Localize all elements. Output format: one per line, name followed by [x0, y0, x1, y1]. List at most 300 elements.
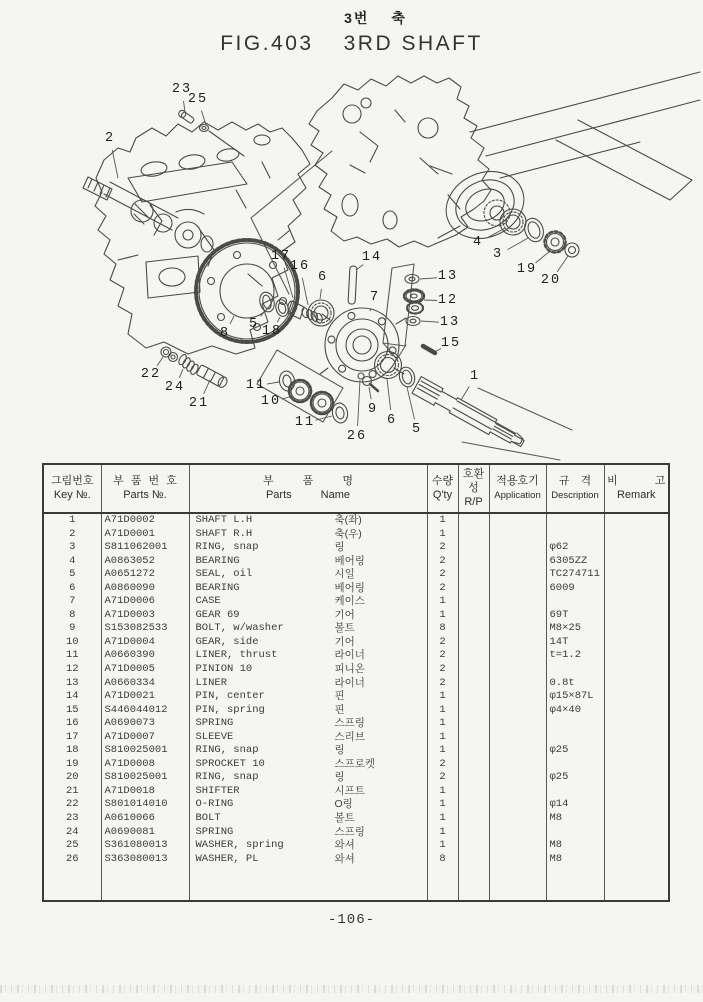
- cell-description: [546, 663, 604, 677]
- cell-qty: 1: [427, 609, 458, 623]
- cell-rp: [458, 541, 489, 555]
- callout-label: 10: [260, 393, 282, 409]
- cell-application: [489, 704, 546, 718]
- cell-name: [189, 744, 427, 758]
- callout-label: 25: [187, 91, 209, 107]
- part-name-kr: 핀: [334, 703, 345, 716]
- part-name-en: GEAR, side: [195, 635, 259, 648]
- callout-label: 22: [140, 366, 162, 382]
- cell-rp: [458, 513, 489, 528]
- header-name: 부 품 명 Parts Name: [189, 464, 427, 513]
- part-name-en: CASE: [195, 595, 221, 608]
- figure-number: FIG.403: [220, 32, 314, 55]
- exploded-diagram: [0, 70, 703, 462]
- callout-label: 2: [104, 130, 116, 146]
- cell-name: [189, 812, 427, 826]
- table-row: [43, 853, 669, 867]
- spacer-cell: [604, 866, 669, 901]
- cell-qty: 2: [427, 555, 458, 569]
- part-name-kr: O링: [334, 798, 353, 811]
- cell-name: [189, 555, 427, 569]
- table-row: [43, 812, 669, 826]
- part-name-en: WASHER, spring: [195, 839, 284, 852]
- part-name-en: BEARING: [195, 581, 240, 594]
- leader-lines: [0, 70, 703, 462]
- cell-application: [489, 771, 546, 785]
- cell-name: [189, 704, 427, 718]
- cell-key: 10: [65, 635, 79, 648]
- cell-part-no: A0651272: [101, 568, 189, 582]
- table-row: [43, 528, 669, 542]
- cell-key: 11: [65, 649, 79, 662]
- callout-label: 14: [361, 249, 383, 265]
- cell-key: 22: [65, 798, 79, 811]
- part-name-en: BOLT, w/washer: [195, 622, 284, 635]
- cell-part-no: A0860090: [101, 582, 189, 596]
- part-name-kr: 기어: [334, 608, 355, 621]
- cell-key: 2: [69, 527, 76, 540]
- part-name-kr: 피니온: [334, 663, 365, 676]
- cell-part-no: A71D0018: [101, 785, 189, 799]
- cell-key: 1: [69, 514, 76, 526]
- part-name-en: PIN, center: [195, 690, 265, 703]
- cell-description: [546, 731, 604, 745]
- cell-application: [489, 812, 546, 826]
- callout-label: 26: [346, 428, 368, 444]
- part-name-kr: 스리브: [334, 730, 365, 743]
- cell-key: 25: [65, 839, 79, 852]
- part-name-en: SEAL, oil: [195, 568, 253, 581]
- callout-label: 6: [386, 412, 398, 428]
- cell-application: [489, 568, 546, 582]
- cell-qty: 2: [427, 568, 458, 582]
- callout-label: 8: [219, 325, 231, 341]
- cell-remark: [604, 826, 669, 840]
- cell-qty: 1: [427, 513, 458, 528]
- callout-label: 20: [540, 272, 562, 288]
- cell-rp: [458, 839, 489, 853]
- callout-label: 21: [188, 395, 210, 411]
- cell-key: 13: [65, 676, 79, 689]
- cell-part-no: A0660334: [101, 677, 189, 691]
- cell-key: 24: [65, 825, 79, 838]
- callout-label: 7: [369, 289, 381, 305]
- part-name-en: SHAFT L.H: [195, 514, 253, 526]
- table-row: [43, 595, 669, 609]
- cell-remark: [604, 528, 669, 542]
- cell-part-no: A71D0004: [101, 636, 189, 650]
- table-row: [43, 513, 669, 528]
- cell-name: [189, 568, 427, 582]
- cell-description: 69T: [546, 609, 604, 623]
- table-row: [43, 609, 669, 623]
- cell-description: [546, 528, 604, 542]
- parts-table: [42, 463, 670, 902]
- cell-qty: 1: [427, 595, 458, 609]
- cell-application: [489, 853, 546, 867]
- spacer-cell: [427, 866, 458, 901]
- scan-noise-strip: [0, 985, 703, 993]
- cell-description: φ25: [546, 744, 604, 758]
- cell-rp: [458, 636, 489, 650]
- cell-rp: [458, 555, 489, 569]
- cell-application: [489, 826, 546, 840]
- cell-rp: [458, 731, 489, 745]
- cell-description: M8: [546, 853, 604, 867]
- cell-qty: 2: [427, 582, 458, 596]
- part-name-kr: 링: [334, 771, 345, 784]
- cell-qty: 1: [427, 785, 458, 799]
- cell-application: [489, 663, 546, 677]
- header-key: 그림번호 Key №.: [43, 464, 101, 513]
- cell-key: 18: [65, 744, 79, 757]
- part-name-en: SHAFT R.H: [195, 527, 253, 540]
- cell-remark: [604, 595, 669, 609]
- cell-remark: [604, 677, 669, 691]
- callout-label: 18: [261, 323, 283, 339]
- cell-key: 26: [65, 852, 79, 865]
- callout-label: 5: [248, 316, 260, 332]
- cell-application: [489, 528, 546, 542]
- cell-rp: [458, 568, 489, 582]
- part-name-en: RING, snap: [195, 771, 259, 784]
- cell-qty: 1: [427, 744, 458, 758]
- callout-label: 13: [437, 268, 459, 284]
- cell-key: 16: [65, 717, 79, 730]
- cell-key: 15: [65, 703, 79, 716]
- cell-rp: [458, 758, 489, 772]
- table-header-row: [43, 464, 669, 513]
- cell-rp: [458, 663, 489, 677]
- cell-rp: [458, 609, 489, 623]
- cell-key: 3: [69, 541, 76, 554]
- part-name-en: BOLT: [195, 812, 221, 825]
- cell-name: [189, 513, 427, 528]
- cell-part-no: A71D0001: [101, 528, 189, 542]
- cell-description: [546, 785, 604, 799]
- callout-label: 23: [171, 81, 193, 97]
- part-name-kr: 라이너: [334, 676, 365, 689]
- cell-qty: 2: [427, 636, 458, 650]
- part-name-kr: 시일: [334, 568, 355, 581]
- callout-label: 13: [439, 314, 461, 330]
- cell-remark: [604, 798, 669, 812]
- cell-remark: [604, 513, 669, 528]
- part-name-kr: 라이너: [334, 649, 365, 662]
- cell-description: φ15×87L: [546, 690, 604, 704]
- callout-label: 16: [289, 258, 311, 274]
- cell-description: t=1.2: [546, 649, 604, 663]
- cell-name: [189, 731, 427, 745]
- header-rp: 호환성 R/P: [458, 464, 489, 513]
- cell-part-no: S363080013: [101, 853, 189, 867]
- callout-label: 5: [411, 421, 423, 437]
- cell-qty: 8: [427, 622, 458, 636]
- part-name-kr: 스프링: [334, 717, 365, 730]
- part-name-en: SPROCKET 10: [195, 757, 265, 770]
- cell-rp: [458, 717, 489, 731]
- cell-part-no: S361080013: [101, 839, 189, 853]
- cell-description: [546, 826, 604, 840]
- table-row: [43, 771, 669, 785]
- cell-key: 12: [65, 663, 79, 676]
- cell-application: [489, 636, 546, 650]
- part-name-en: PINION 10: [195, 663, 253, 676]
- part-name-en: RING, snap: [195, 744, 259, 757]
- cell-part-no: S810025001: [101, 744, 189, 758]
- cell-qty: 1: [427, 528, 458, 542]
- cell-remark: [604, 568, 669, 582]
- spacer-cell: [43, 866, 101, 901]
- cell-remark: [604, 839, 669, 853]
- figure-title: 3RD SHAFT: [343, 32, 483, 55]
- table-row: [43, 555, 669, 569]
- part-name-kr: 스프로켓: [334, 757, 376, 770]
- cell-remark: [604, 731, 669, 745]
- table-row: [43, 731, 669, 745]
- cell-application: [489, 839, 546, 853]
- header-qty: 수량 Q'ty: [427, 464, 458, 513]
- cell-part-no: A0863052: [101, 555, 189, 569]
- part-name-kr: 볼트: [334, 622, 355, 635]
- part-name-en: WASHER, PL: [195, 852, 259, 865]
- table-row: [43, 663, 669, 677]
- part-name-en: SPRING: [195, 825, 234, 838]
- header-application: 적용호기 Application: [489, 464, 546, 513]
- cell-key: 14: [65, 690, 79, 703]
- cell-name: [189, 758, 427, 772]
- cell-qty: 1: [427, 798, 458, 812]
- cell-qty: 1: [427, 690, 458, 704]
- cell-remark: [604, 812, 669, 826]
- part-name-kr: 베어링: [334, 581, 365, 594]
- spacer-cell: [546, 866, 604, 901]
- cell-key: 17: [65, 730, 79, 743]
- cell-remark: [604, 541, 669, 555]
- cell-key: 4: [69, 554, 76, 567]
- cell-key: 19: [65, 757, 79, 770]
- cell-description: [546, 595, 604, 609]
- cell-remark: [604, 636, 669, 650]
- cell-application: [489, 731, 546, 745]
- callout-label: 19: [516, 261, 538, 277]
- cell-rp: [458, 704, 489, 718]
- part-name-en: SLEEVE: [195, 730, 234, 743]
- cell-part-no: A71D0007: [101, 731, 189, 745]
- cell-remark: [604, 771, 669, 785]
- cell-remark: [604, 690, 669, 704]
- cell-application: [489, 758, 546, 772]
- cell-description: [546, 758, 604, 772]
- cell-remark: [604, 622, 669, 636]
- cell-name: [189, 853, 427, 867]
- spacer-cell: [489, 866, 546, 901]
- cell-part-no: S446044012: [101, 704, 189, 718]
- callout-label: 15: [440, 335, 462, 351]
- cell-part-no: S811062001: [101, 541, 189, 555]
- cell-name: [189, 839, 427, 853]
- cell-part-no: A0610066: [101, 812, 189, 826]
- cell-name: [189, 528, 427, 542]
- cell-name: [189, 595, 427, 609]
- cell-description: M8: [546, 839, 604, 853]
- cell-qty: 1: [427, 839, 458, 853]
- cell-rp: [458, 528, 489, 542]
- part-name-en: SPRING: [195, 717, 234, 730]
- cell-name: [189, 798, 427, 812]
- cell-application: [489, 744, 546, 758]
- cell-description: [546, 717, 604, 731]
- cell-name: [189, 649, 427, 663]
- cell-name: [189, 717, 427, 731]
- part-name-kr: 축(좌): [334, 514, 362, 526]
- cell-application: [489, 622, 546, 636]
- cell-qty: 2: [427, 541, 458, 555]
- cell-qty: 2: [427, 649, 458, 663]
- table-row: [43, 704, 669, 718]
- part-name-kr: 와셔: [334, 839, 355, 852]
- table-row: [43, 798, 669, 812]
- cell-name: [189, 622, 427, 636]
- cell-application: [489, 677, 546, 691]
- cell-remark: [604, 717, 669, 731]
- cell-name: [189, 609, 427, 623]
- part-name-en: LINER: [195, 676, 228, 689]
- part-name-kr: 와셔: [334, 852, 355, 865]
- parts-table-body: [43, 513, 669, 901]
- cell-rp: [458, 771, 489, 785]
- callout-label: 3: [492, 246, 504, 262]
- cell-name: [189, 636, 427, 650]
- cell-application: [489, 798, 546, 812]
- cell-description: 6305ZZ: [546, 555, 604, 569]
- cell-name: [189, 541, 427, 555]
- cell-qty: 2: [427, 677, 458, 691]
- cell-application: [489, 649, 546, 663]
- page-number: -106-: [327, 912, 375, 928]
- cell-part-no: S810025001: [101, 771, 189, 785]
- part-name-kr: 링: [334, 744, 345, 757]
- cell-remark: [604, 704, 669, 718]
- cell-part-no: A0660390: [101, 649, 189, 663]
- part-name-kr: 볼트: [334, 812, 355, 825]
- cell-name: [189, 582, 427, 596]
- cell-qty: 1: [427, 717, 458, 731]
- cell-key: 20: [65, 771, 79, 784]
- callout-label: 9: [367, 401, 379, 417]
- cell-description: φ14: [546, 798, 604, 812]
- cell-remark: [604, 744, 669, 758]
- cell-qty: 1: [427, 826, 458, 840]
- cell-application: [489, 595, 546, 609]
- cell-name: [189, 826, 427, 840]
- cell-remark: [604, 582, 669, 596]
- cell-name: [189, 771, 427, 785]
- table-row: [43, 826, 669, 840]
- cell-part-no: A71D0002: [101, 513, 189, 528]
- header-remark: 비 고 Remark: [604, 464, 669, 513]
- cell-part-no: A71D0003: [101, 609, 189, 623]
- cell-rp: [458, 744, 489, 758]
- table-row: [43, 717, 669, 731]
- cell-qty: 1: [427, 704, 458, 718]
- cell-rp: [458, 690, 489, 704]
- table-row: [43, 649, 669, 663]
- part-name-en: LINER, thrust: [195, 649, 278, 662]
- cell-description: M8×25: [546, 622, 604, 636]
- cell-application: [489, 513, 546, 528]
- part-name-en: SHIFTER: [195, 784, 240, 797]
- cell-key: 21: [65, 784, 79, 797]
- cell-part-no: A0690081: [101, 826, 189, 840]
- cell-description: 14T: [546, 636, 604, 650]
- callout-label: 12: [437, 292, 459, 308]
- cell-key: 23: [65, 812, 79, 825]
- cell-rp: [458, 798, 489, 812]
- callout-label: 6: [317, 269, 329, 285]
- cell-description: φ4×40: [546, 704, 604, 718]
- callout-label: 11: [245, 377, 267, 393]
- cell-application: [489, 582, 546, 596]
- table-row: [43, 568, 669, 582]
- cell-part-no: A71D0006: [101, 595, 189, 609]
- part-name-kr: 스프링: [334, 825, 365, 838]
- cell-key: 6: [69, 581, 76, 594]
- cell-part-no: S153082533: [101, 622, 189, 636]
- cell-remark: [604, 649, 669, 663]
- callout-label: 1: [469, 368, 481, 384]
- table-row: [43, 758, 669, 772]
- cell-description: 0.8t: [546, 677, 604, 691]
- table-row: [43, 839, 669, 853]
- cell-name: [189, 663, 427, 677]
- table-row: [43, 690, 669, 704]
- cell-part-no: A71D0008: [101, 758, 189, 772]
- cell-description: φ62: [546, 541, 604, 555]
- cell-remark: [604, 785, 669, 799]
- callout-label: 4: [472, 234, 484, 250]
- page-title-korean: 3번 축: [344, 10, 407, 26]
- cell-rp: [458, 595, 489, 609]
- callout-label: 17: [270, 248, 292, 264]
- cell-remark: [604, 555, 669, 569]
- cell-name: [189, 690, 427, 704]
- table-row: [43, 677, 669, 691]
- header-description: 규 격 Description: [546, 464, 604, 513]
- spacer-cell: [189, 866, 427, 901]
- cell-rp: [458, 826, 489, 840]
- part-name-kr: 링: [334, 541, 345, 554]
- cell-application: [489, 785, 546, 799]
- part-name-kr: 케이스: [334, 595, 365, 608]
- part-name-en: BEARING: [195, 554, 240, 567]
- cell-application: [489, 555, 546, 569]
- cell-rp: [458, 785, 489, 799]
- table-row: [43, 622, 669, 636]
- cell-key: 5: [69, 568, 76, 581]
- cell-part-no: A71D0005: [101, 663, 189, 677]
- part-name-kr: 핀: [334, 690, 345, 703]
- cell-part-no: A71D0021: [101, 690, 189, 704]
- cell-application: [489, 717, 546, 731]
- table-row: [43, 541, 669, 555]
- table-row: [43, 636, 669, 650]
- part-name-en: PIN, spring: [195, 703, 265, 716]
- page-title: [0, 32, 703, 56]
- cell-key: 9: [69, 622, 76, 635]
- cell-qty: 1: [427, 812, 458, 826]
- cell-remark: [604, 663, 669, 677]
